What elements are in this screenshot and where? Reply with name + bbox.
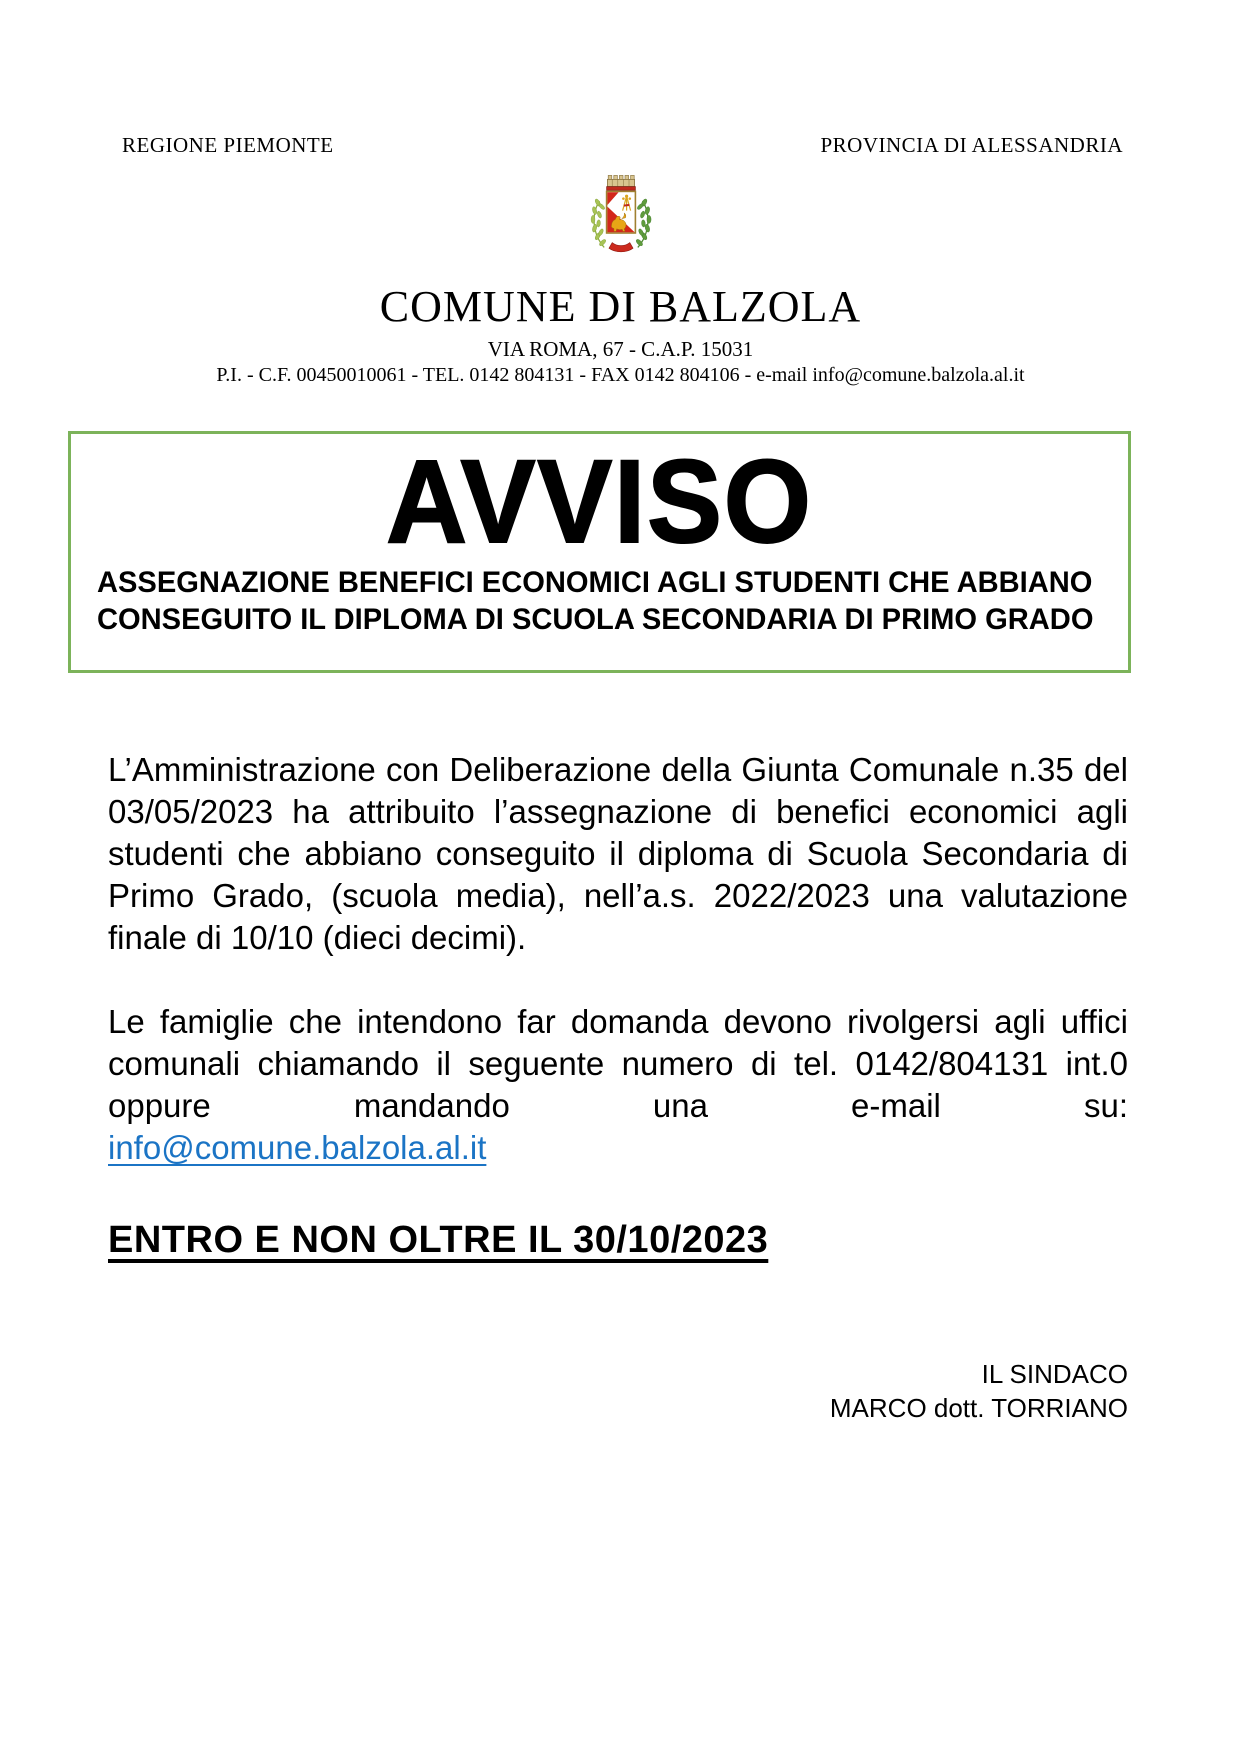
address-line: VIA ROMA, 67 - C.A.P. 15031 [487,337,754,361]
deadline-line [108,1219,1128,1261]
document-body [108,749,1128,1425]
deadline-text: ENTRO E NON OLTRE IL 30/10/2023 [108,1219,769,1261]
shield [606,191,635,233]
notice-title: AVVISO [386,436,813,568]
coat-of-arms-icon [0,169,1241,257]
signature-name: MARCO dott. TORRIANO [829,1393,1128,1423]
oak-branch-right [635,198,651,247]
province-label: PROVINCIA DI ALESSANDRIA [820,133,1123,157]
signature-block [108,1357,1128,1425]
signature-role: IL SINDACO [981,1359,1128,1389]
letterhead-row [0,0,1241,157]
notice-subtitle-line1: ASSEGNAZIONE BENEFICI ECONOMICI AGLI STUDENTI CHE ABBIANO [97,566,1093,599]
notice-box [68,431,1131,673]
laurel-branch-left [591,198,607,247]
notice-subtitle [97,564,1097,638]
municipality-title: COMUNE DI BALZOLA [379,282,862,331]
notice-subtitle-line2: CONSEGUITO IL DIPLOMA DI SCUOLA SECONDARIA DI PRIMO GRADO [97,603,1094,636]
paragraph-famiglie: Le famiglie che intendono far domanda devono rivolgersi agli uffici comunali chiamando il seguente numero di tel. 0142/804131 int.0 oppure mandando una e-mail su: [108,1003,1128,1124]
email-link[interactable]: info@comune.balzola.al.it [108,1129,487,1166]
ribbon [609,243,633,252]
paragraph-deliberazione: L’Amministrazione con Deliberazione della Giunta Comunale n.35 del 03/05/2023 ha attribuito l’assegnazione di benefici economici agli studenti che abbiano conseguito il diploma di Scuola Secondaria di Primo Grado, (scuola media), nell’a.s. 2022/2023 una valutazione finale di 10/10 (dieci decimi). [108,751,1128,956]
region-label: REGIONE PIEMONTE [122,133,334,157]
contacts-line: P.I. - C.F. 00450010061 - TEL. 0142 804131 - FAX 0142 804106 - e-mail info@comune.balzola.al.it [216,364,1025,386]
mural-crown [606,175,635,190]
